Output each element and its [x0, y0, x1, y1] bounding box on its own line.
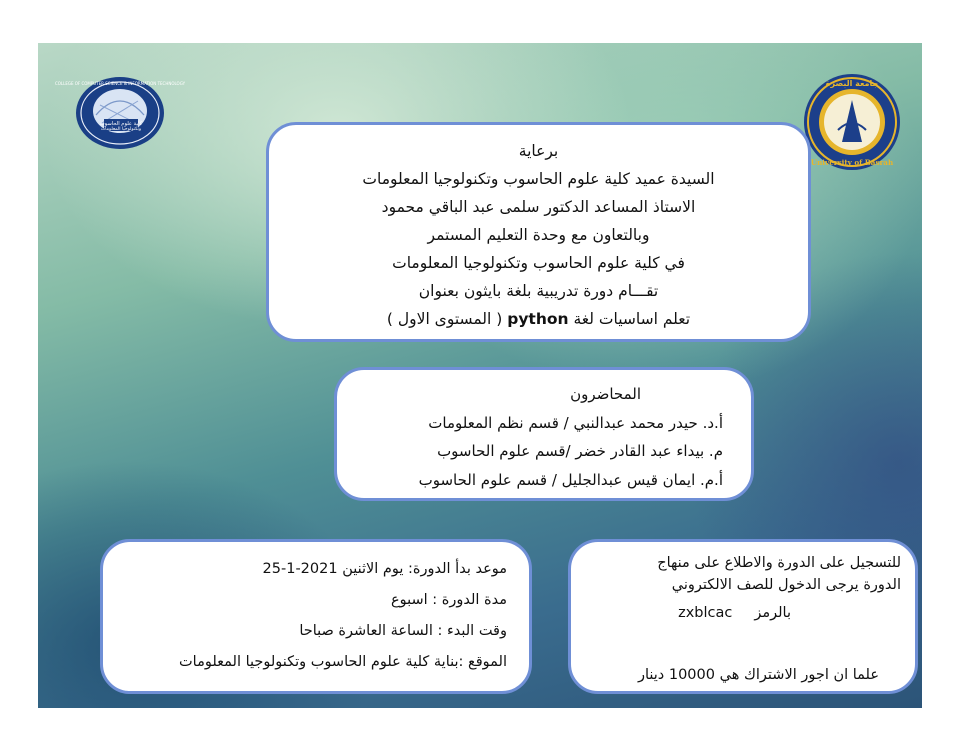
course-start-time: وقت البدء : الساعة العاشرة صباحا: [299, 623, 507, 639]
course-title: [269, 305, 808, 333]
registration-line-1: للتسجيل على الدورة والاطلاع على منهاج: [657, 555, 901, 571]
class-code-label: بالرمز: [754, 605, 791, 621]
start-date-value: 25-1-2021: [262, 561, 338, 577]
sponsor-line-5: في كلية علوم الحاسوب وتكنولوجيا المعلومات: [392, 254, 685, 272]
course-title-python: python: [507, 310, 569, 328]
college-of-computer-science-logo-icon: [54, 75, 186, 151]
sponsor-line-6: تقـــام دورة تدريبية بلغة بايثون بعنوان: [418, 282, 659, 300]
lecturers-title: المحاضرون: [570, 385, 641, 403]
course-title-suffix: ( المستوى الاول ): [386, 310, 503, 328]
course-start-date: [103, 554, 507, 585]
registration-box: [568, 539, 918, 694]
class-code-line: [571, 602, 901, 624]
sponsor-line-2: السيدة عميد كلية علوم الحاسوب وتكنولوجيا المعلومات: [362, 170, 715, 188]
sponsor-line-1: برعاية: [518, 142, 559, 160]
start-date-label: موعد بدأ الدورة: يوم الاثنين: [342, 561, 507, 577]
class-code: zxblcac: [678, 605, 733, 621]
logo-center-text-2: وتكنولوجيا المعلومات: [100, 127, 142, 132]
course-title-prefix: تعلم اساسيات لغة: [573, 310, 691, 328]
seal-arabic-text: جامعة البصرة: [825, 79, 879, 88]
poster-background: [38, 43, 922, 708]
sponsorship-box: [266, 122, 811, 342]
lecturer-item: أ.د. حيدر محمد عبدالنبي / قسم نظم المعلومات: [428, 413, 723, 432]
course-location: الموقع :بناية كلية علوم الحاسوب وتكنولوجيا المعلومات: [179, 654, 507, 670]
lecturer-item: م. بيداء عبد القادر خضر /قسم علوم الحاسوب: [437, 442, 723, 460]
logo-center-text-1: كلية علوم الحاسوب: [99, 121, 143, 127]
sponsor-line-4: وبالتعاون مع وحدة التعليم المستمر: [427, 226, 650, 244]
sponsor-line-3: الاستاذ المساعد الدكتور سلمى عبد الباقي محمود: [381, 198, 696, 216]
schedule-box: [100, 539, 532, 694]
lecturers-box: [334, 367, 754, 501]
course-duration: مدة الدورة : اسبوع: [390, 592, 507, 608]
university-of-basrah-seal-icon: [798, 68, 906, 176]
fee-note: علما ان اجور الاشتراك هي 10000 دينار: [637, 667, 879, 683]
logo-ring-text: COLLEGE OF COMPUTER SCIENCE & INFORMATION TECHNOLOGY: [54, 81, 186, 86]
registration-line-2: الدورة يرجى الدخول للصف الالكتروني: [671, 577, 901, 593]
seal-english-text: University of Basrah: [810, 158, 894, 167]
lecturer-item: أ.م. ايمان قيس عبدالجليل / قسم علوم الحاسوب: [418, 470, 723, 489]
